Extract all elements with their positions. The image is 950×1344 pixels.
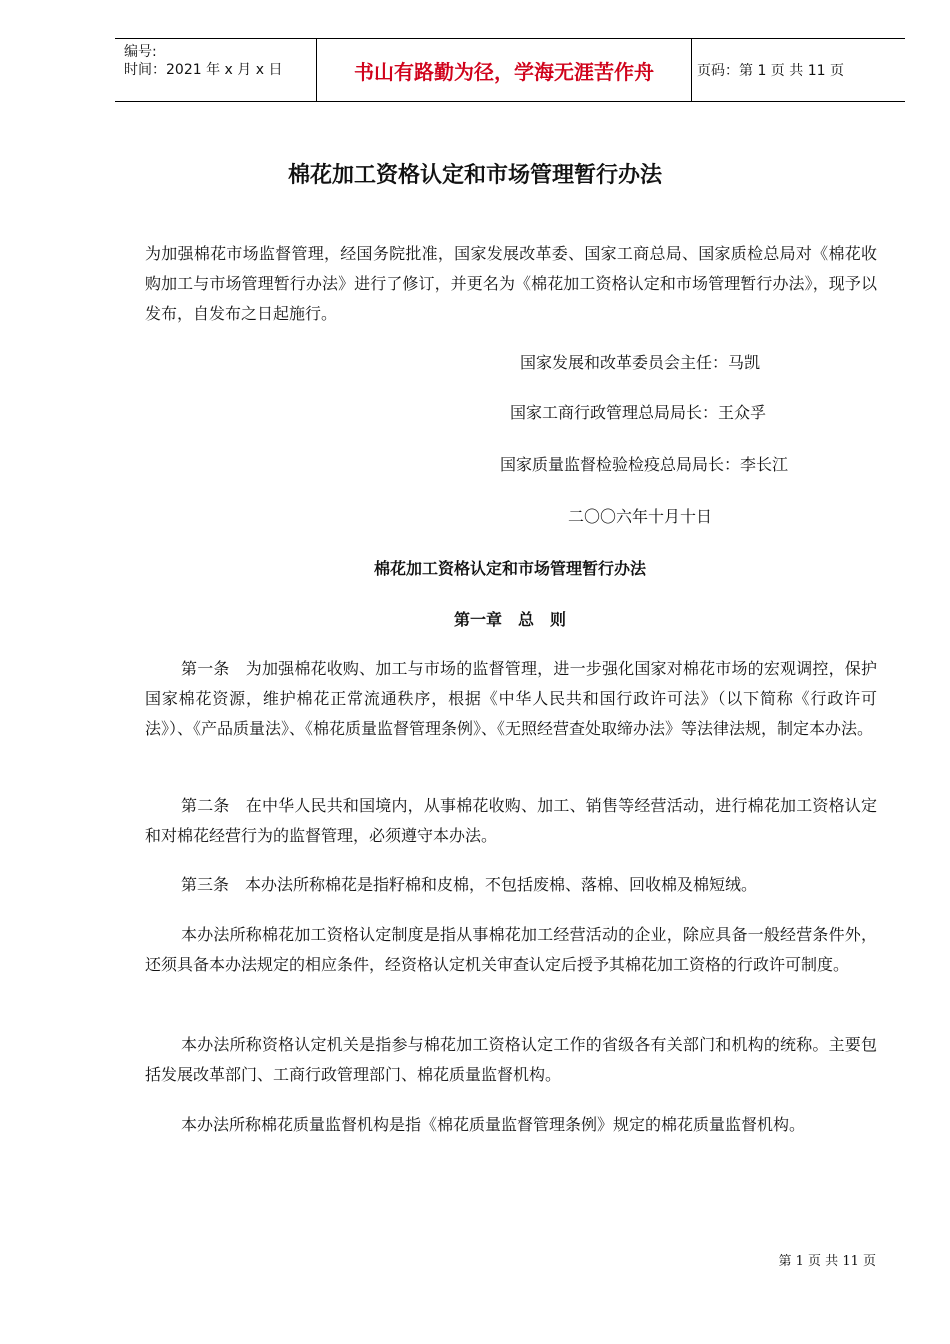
intro-paragraph: 为加强棉花市场监督管理，经国务院批准，国家发展改革委、国家工商总局、国家质检总局对《棉花收购加工与市场管理暂行办法》进行了修订，并更名为《棉花加工资格认定和市场管理暂行办法》，现予以发布，自发布之日起施行。 [145, 244, 877, 323]
article-2: 第二条 在中华人民共和国境内，从事棉花收购、加工、销售等经营活动，进行棉花加工资格认定和对棉花经营行为的监督管理，必须遵守本办法。 [145, 796, 877, 845]
header-meta [124, 43, 314, 79]
number-label: 编号: [124, 44, 157, 60]
header-page-label: 页码：第 1 页 共 11 页 [697, 63, 844, 79]
signature-aqsiq: 国家质量监督检验检疫总局局长：李长江 [500, 455, 789, 474]
page-header [115, 38, 905, 102]
chapter-heading: 第一章 总 则 [453, 610, 566, 629]
document-date: 二〇〇六年十月十日 [568, 507, 713, 526]
article-3-para-3: 本办法所称资格认定机关是指参与棉花加工资格认定工作的省级各有关部门和机构的统称。主要包括发展改革部门、工商行政管理部门、棉花质量监督机构。 [145, 1035, 877, 1084]
signature-ndrc: 国家发展和改革委员会主任：马凯 [520, 353, 761, 372]
article-3-para-4: 本办法所称棉花质量监督机构是指《棉花质量监督管理条例》规定的棉花质量监督机构。 [181, 1115, 806, 1134]
signature-saic: 国家工商行政管理总局局长：王众孚 [510, 403, 767, 422]
page-footer: 第 1 页 共 11 页 [778, 1254, 876, 1269]
article-3: 第三条 本办法所称棉花是指籽棉和皮棉，不包括废棉、落棉、回收棉及棉短绒。 [181, 875, 758, 894]
article-3-para-2: 本办法所称棉花加工资格认定制度是指从事棉花加工经营活动的企业，除应具备一般经营条件外，还须具备本办法规定的相应条件，经资格认定机关审查认定后授予其棉花加工资格的行政许可制度。 [145, 925, 877, 974]
document-subtitle: 棉花加工资格认定和市场管理暂行办法 [373, 559, 646, 578]
time-label: 时间：2021 年 x 月 x 日 [124, 62, 283, 78]
header-motto: 书山有路勤为径，学海无涯苦作舟 [316, 39, 692, 101]
article-1: 第一条 为加强棉花收购、加工与市场的监督管理，进一步强化国家对棉花市场的宏观调控，保护国家棉花资源，维护棉花正常流通秩序，根据《中华人民共和国行政许可法》（以下简称《行政许可法》）、《产品质量法》、《棉花质量监督管理条例》、《无照经营查处取缔办法》等法律法规，制定本办法。 [145, 659, 877, 738]
document-title: 棉花加工资格认定和市场管理暂行办法 [287, 163, 662, 188]
